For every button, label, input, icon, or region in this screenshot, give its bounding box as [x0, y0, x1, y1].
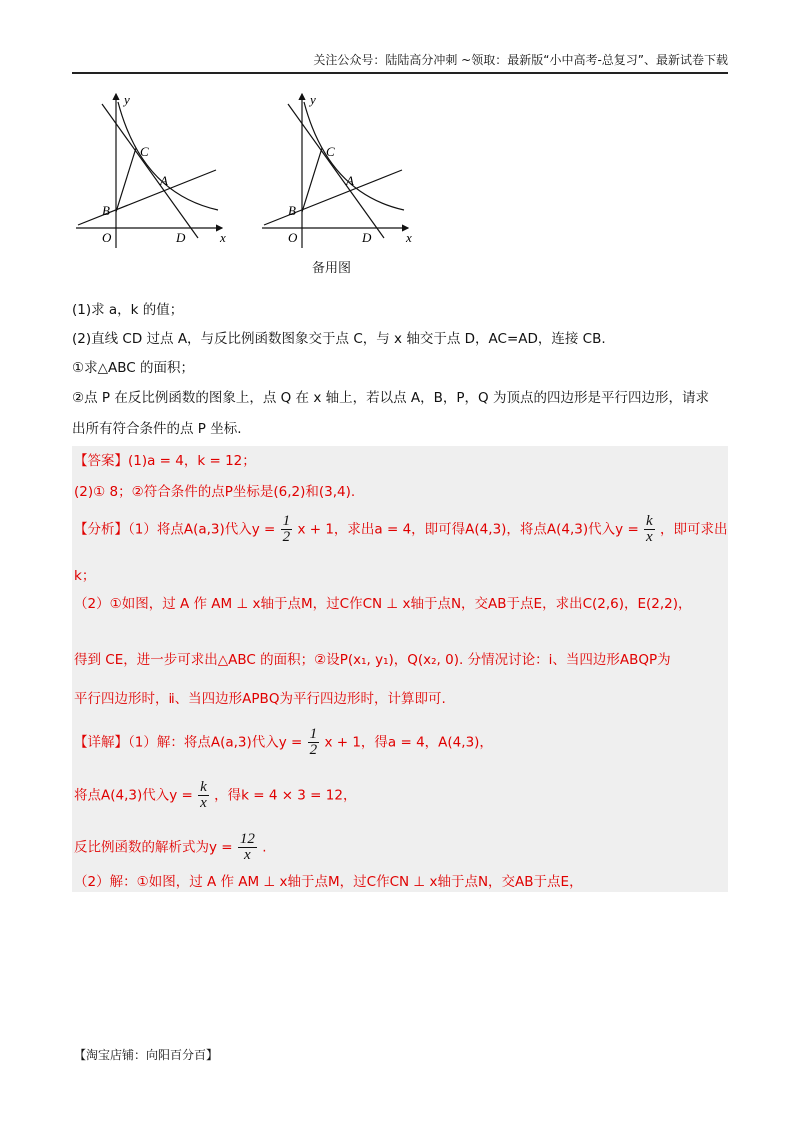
label-D: D	[362, 230, 372, 245]
analysis-line2: k；	[74, 568, 96, 584]
figures	[72, 88, 452, 288]
label-D: D	[176, 230, 186, 245]
fraction-k-over-x: $\frac{k}{x}$	[200, 779, 207, 811]
figure-backup	[258, 88, 428, 253]
page-header: 关注公众号：陆陆高分冲刺 ~领取：最新版“小中高考-总复习”、最新试卷下载	[72, 50, 728, 74]
label-A: A	[346, 173, 354, 188]
analysis-text-a: 【分析】（1）将点A(a,3)代入y =	[74, 521, 276, 538]
question-part2-2a: ②点 P 在反比例函数的图象上，点 Q 在 x 轴上，若以点 A，B，P，Q 为顶点的四边形是平行四边形，请求	[72, 390, 709, 406]
fraction-half: $\frac{1}{2}$	[282, 513, 291, 545]
detail-text-a: 【详解】（1）解：将点A(a,3)代入y =	[74, 734, 303, 751]
question-part2: (2)直线 CD 过点 A，与反比例函数图象交于点 C，与 x 轴交于点 D，AC=AD，连接 CB.	[72, 331, 606, 347]
analysis-text-b: x + 1，求出a = 4，即可得A(4,3)，将点A(4,3)代入y =	[297, 521, 639, 538]
detail-text-b: x + 1，得a = 4，A(4,3)，	[324, 734, 493, 751]
fraction-half: $\frac{1}{2}$	[309, 726, 318, 758]
detail-text-e: 反比例函数的解析式为y =	[74, 839, 233, 856]
analysis-line5: 平行四边形时，ⅱ、当四边形APBQ为平行四边形时，计算即可.	[74, 691, 446, 707]
detail-text-c: 将点A(4,3)代入y =	[74, 787, 193, 804]
analysis-line1	[74, 514, 728, 545]
detail-line2	[74, 780, 356, 811]
analysis-line4: 得到 CE，进一步可求出△ABC 的面积；②设P(x₁, y₁)，Q(x₂, 0). 分情况讨论：ⅰ、当四边形ABQP为	[74, 652, 671, 668]
answer-line2: (2)① 8；②符合条件的点P坐标是(6,2)和(3,4).	[74, 484, 356, 500]
label-y: y	[310, 92, 316, 107]
label-x: x	[220, 230, 226, 245]
label-C: C	[326, 144, 335, 159]
answer-line1: 【答案】(1)a = 4，k = 12；	[74, 453, 256, 469]
detail-line4: （2）解：①如图，过 A 作 AM ⊥ x轴于点M，过C作CN ⊥ x轴于点N，交AB于点E，	[74, 874, 583, 890]
label-y: y	[124, 92, 130, 107]
label-O: O	[288, 230, 298, 245]
detail-text-d: ，得k = 4 × 3 = 12，	[214, 787, 357, 804]
detail-text-f: .	[262, 839, 267, 856]
question-part2-2b: 出所有符合条件的点 P 坐标.	[72, 421, 242, 437]
label-O: O	[102, 230, 112, 245]
label-A: A	[160, 173, 168, 188]
figure-main	[72, 88, 242, 253]
figure-caption: 备用图	[312, 261, 352, 276]
fraction-12-over-x: $\frac{12}{x}$	[239, 831, 255, 863]
analysis-text-c: ，即可求出	[660, 521, 728, 538]
question-part1: (1)求 a，k 的值；	[72, 302, 184, 318]
page-footer: 【淘宝店铺：向阳百分百】	[74, 1048, 219, 1062]
detail-line1	[74, 727, 493, 758]
label-x: x	[406, 230, 412, 245]
label-C: C	[140, 144, 149, 159]
fraction-k-over-x: $\frac{k}{x}$	[646, 513, 653, 545]
detail-line3	[74, 832, 266, 863]
analysis-line3: （2）①如图，过 A 作 AM ⊥ x轴于点M，过C作CN ⊥ x轴于点N，交AB于点E，求出C(2,6)，E(2,2)，	[74, 596, 692, 612]
label-B: B	[102, 203, 110, 218]
question-part2-1: ①求△ABC 的面积；	[72, 360, 194, 376]
label-B: B	[288, 203, 296, 218]
